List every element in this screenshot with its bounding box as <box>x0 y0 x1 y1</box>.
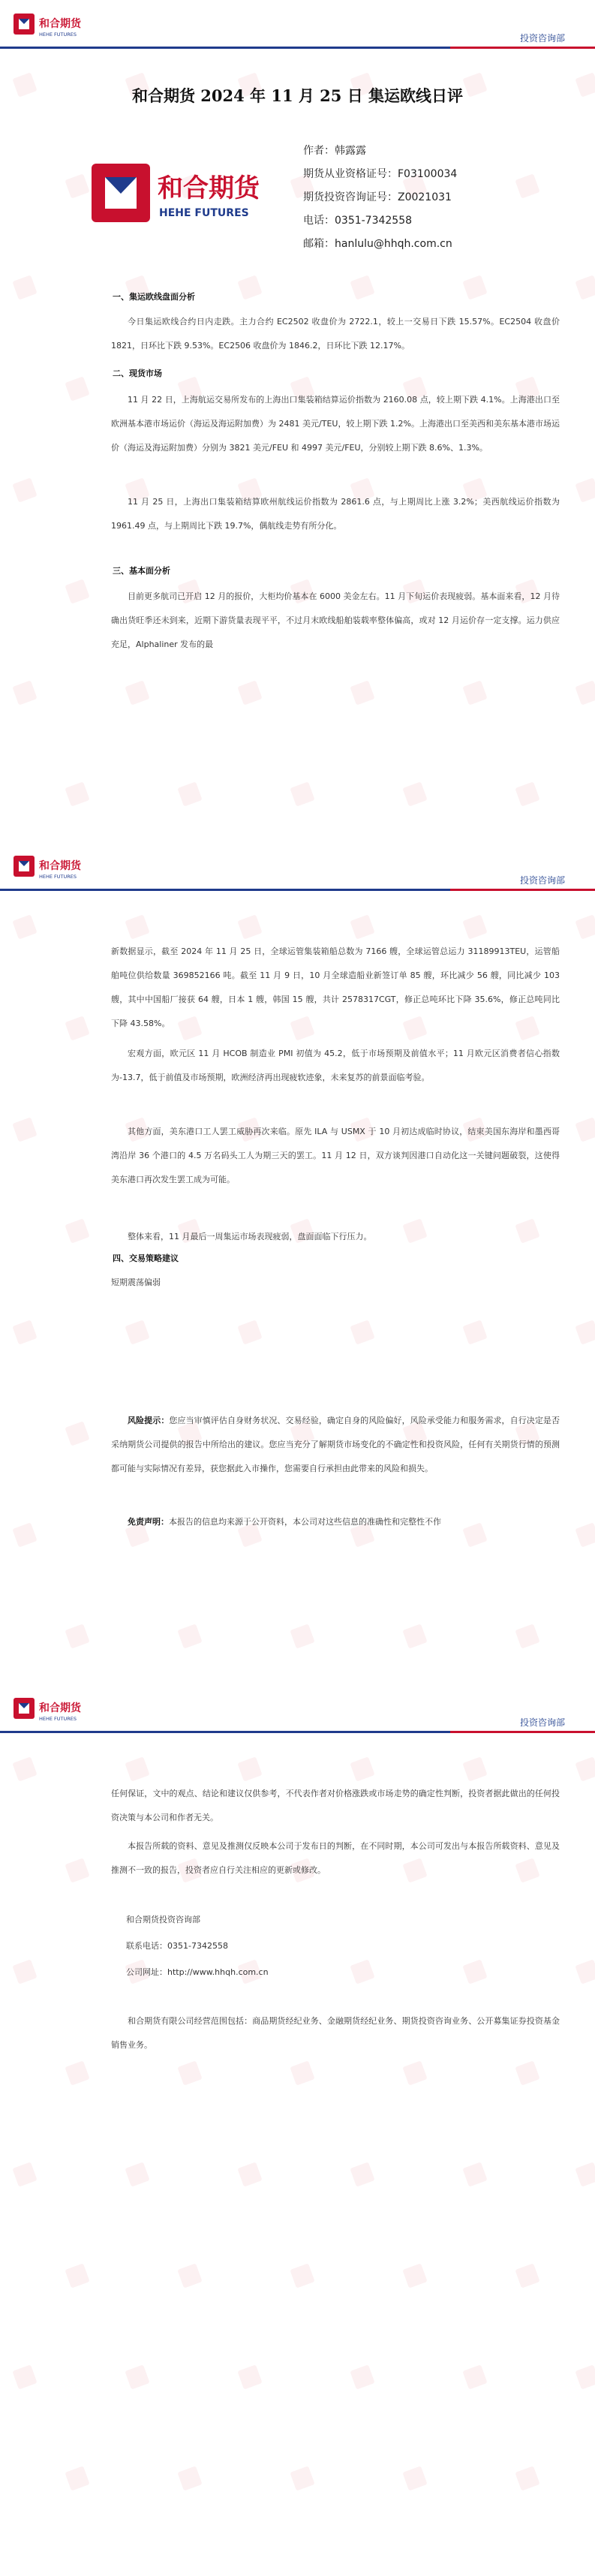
header-rule-accent <box>450 47 595 49</box>
brand-cn: 和合期货 <box>39 1702 81 1714</box>
page-header <box>0 0 595 48</box>
paragraph-6: 其他方面，美东港口工人罢工威胁再次来临。原先 ILA 与 USMX 于 10 月初达成临时协议，结束美国东海岸和墨西哥湾沿岸 36 个港口的 4.5 万名码头工人为期三天的罢工。11 月 12 日，双方谈判因港口自动化这一关键问题破裂，这使得美东港口再次发生罢工成为可能。 <box>111 1127 560 1184</box>
contact-dept: 和合期货投资咨询部 <box>126 1915 200 1924</box>
author-email[interactable]: 邮箱：hanlulu@hhqh.com.cn <box>303 238 452 250</box>
paragraph-3: 11 月 25 日，上海出口集装箱结算欧州航线运价指数为 2861.6 点，与上期周比上涨 3.2%；美西航线运价指数为 1961.49 点，与上期周比下跌 19.7%，偶航线走势有所分化。 <box>111 497 560 531</box>
paragraph-5: 宏观方面，欧元区 11 月 HCOB 制造业 PMI 初值为 45.2，低于市场预期及前值水平；11 月欧元区消费者信心指数为-13.7，低于前值及市场预期，欧洲经济再出现疲软迹象，未来复苏的前景面临考验。 <box>111 1049 560 1082</box>
brand-en: HEHE FUTURES <box>39 1716 77 1722</box>
header-tag: 投资咨询部 <box>519 1717 565 1728</box>
qualification-no: 期货从业资格证号：F03100034 <box>303 168 458 180</box>
risk-body: 您应当审慎评估自身财务状况、交易经验，确定自身的风险偏好，风险承受能力和服务需求，自行决定是否采纳期货公司提供的报告中所给出的建议。您应当充分了解期货市场变化的不确定性和投资风险，任何有关期货行情的预测都可能与实际情况有差异，获您据此入市操作，您需要自行承担由此带来的风险和损失。 <box>111 1416 560 1473</box>
page-2 <box>0 842 595 1684</box>
paragraph-4a: 目前更多航司已开启 12 月的报价，大柜均价基本在 6000 美金左右。11 月下旬运价表现疲弱。基本面来看，12 月待确出货旺季还未到来，近期下游货量表现平平，不过月末欧线船舶装载率整体偏高，或对 12 月运价存一定支撑。运力供应充足，Alphaliner 发布的最 <box>111 591 560 649</box>
hehe-logo-icon <box>12 11 95 41</box>
header-rule-accent <box>450 1731 595 1733</box>
risk-notice <box>111 1409 560 1481</box>
contact-website[interactable]: 公司网址：http://www.hhqh.com.cn <box>126 1967 269 1977</box>
disclaimer-body-a: 本报告的信息均来源于公开资料，本公司对这些信息的准确性和完整性不作 <box>169 1517 441 1527</box>
hehe-logo-icon <box>12 853 95 883</box>
hehe-main-logo-icon <box>89 159 276 227</box>
page-title: 和合期货 2024 年 11 月 25 日 集运欧线日评 <box>131 86 464 105</box>
paragraph-1: 今日集运欧线合约日内走跌。主力合约 EC2502 收盘价为 2722.1，较上一交易日下跌 15.57%。EC2504 收盘价 1821，日环比下跌 9.53%。EC2506 收盘价为 1846.2，日环比下跌 12.17%。 <box>111 317 560 351</box>
brand-en: HEHE FUTURES <box>39 874 77 880</box>
advisory-no: 期货投资咨询证号：Z0021031 <box>303 191 452 203</box>
brand-cn: 和合期货 <box>39 860 81 872</box>
section-heading-1: 一、集运欧线盘面分析 <box>113 292 195 302</box>
main-brand-en: HEHE FUTURES <box>159 207 249 219</box>
disclaimer <box>111 1510 560 1534</box>
section-heading-3: 三、基本面分析 <box>113 566 170 576</box>
author-name: 作者：韩露露 <box>303 145 366 157</box>
disclaimer-lead: 免责声明： <box>128 1517 169 1527</box>
section-heading-2: 二、现货市场 <box>113 369 162 378</box>
header-rule-accent <box>450 889 595 891</box>
section-heading-4: 四、交易策略建议 <box>113 1253 179 1263</box>
business-scope: 和合期货有限公司经营范围包括：商品期货经纪业务、金融期货经纪业务、期货投资咨询业务、公开募集证券投资基金销售业务。 <box>111 2016 560 2050</box>
strategy-text: 短期震荡偏弱 <box>111 1277 161 1287</box>
main-brand-cn: 和合期货 <box>158 173 260 203</box>
page-header <box>0 1684 595 1732</box>
brand-cn: 和合期货 <box>39 18 81 30</box>
header-tag: 投资咨询部 <box>519 875 565 886</box>
hehe-logo-icon <box>12 1695 95 1725</box>
header-tag: 投资咨询部 <box>519 33 565 44</box>
page-1 <box>0 0 595 842</box>
disclaimer-continued: 任何保证，文中的观点、结论和建议仅供参考，不代表作者对价格涨跌或市场走势的确定性判断，投资者据此做出的任何投资决策与本公司和作者无关。 <box>111 1789 560 1822</box>
paragraph-2: 11 月 22 日，上海航运交易所发布的上海出口集装箱结算运价指数为 2160.08 点，较上期下跌 4.1%。上海港出口至欧洲基本港市场运价（海运及海运附加费）为 2481 美元/TEU，较上期下跌 1.2%。上海港出口至美西和美东基本港市场运价（海运及海运附加费）分别为 3821 美元/FEU 和 4997 美元/FEU，分别较上期下跌 8.6%、1.3%。 <box>111 395 560 453</box>
risk-lead: 风险提示： <box>128 1416 170 1425</box>
contact-phone: 联系电话：0351-7342558 <box>126 1941 228 1951</box>
paragraph-4b: 新数据显示，截至 2024 年 11 月 25 日，全球运管集装箱船总数为 7166 艘，全球运管总运力 31189913TEU，运管船舶吨位供给数量 369852166 吨。截至 11 月 9 日，10 月全球造船业新签订单 85 艘，环比减少 56 艘，同比减少 103 艘，其中中国船厂接获 64 艘，日本 1 艘，韩国 15 艘，共计 2578317CGT，修正总吨环比下降 35.6%，修正总吨同比下降 43.58%。 <box>111 946 560 1028</box>
page-3 <box>0 1684 595 2526</box>
author-phone: 电话：0351-7342558 <box>303 215 413 227</box>
paragraph-7: 整体来看，11 月最后一周集运市场表现疲弱，盘面面临下行压力。 <box>128 1232 372 1241</box>
brand-en: HEHE FUTURES <box>39 32 77 38</box>
author-info <box>303 140 457 256</box>
paragraph-8: 本报告所载的资料、意见及推测仅反映本公司于发布日的判断，在不同时期，本公司可发出与本报告所载资料、意见及推测不一致的报告，投资者应自行关注相应的更新或修改。 <box>111 1841 560 1875</box>
page-header <box>0 842 595 890</box>
